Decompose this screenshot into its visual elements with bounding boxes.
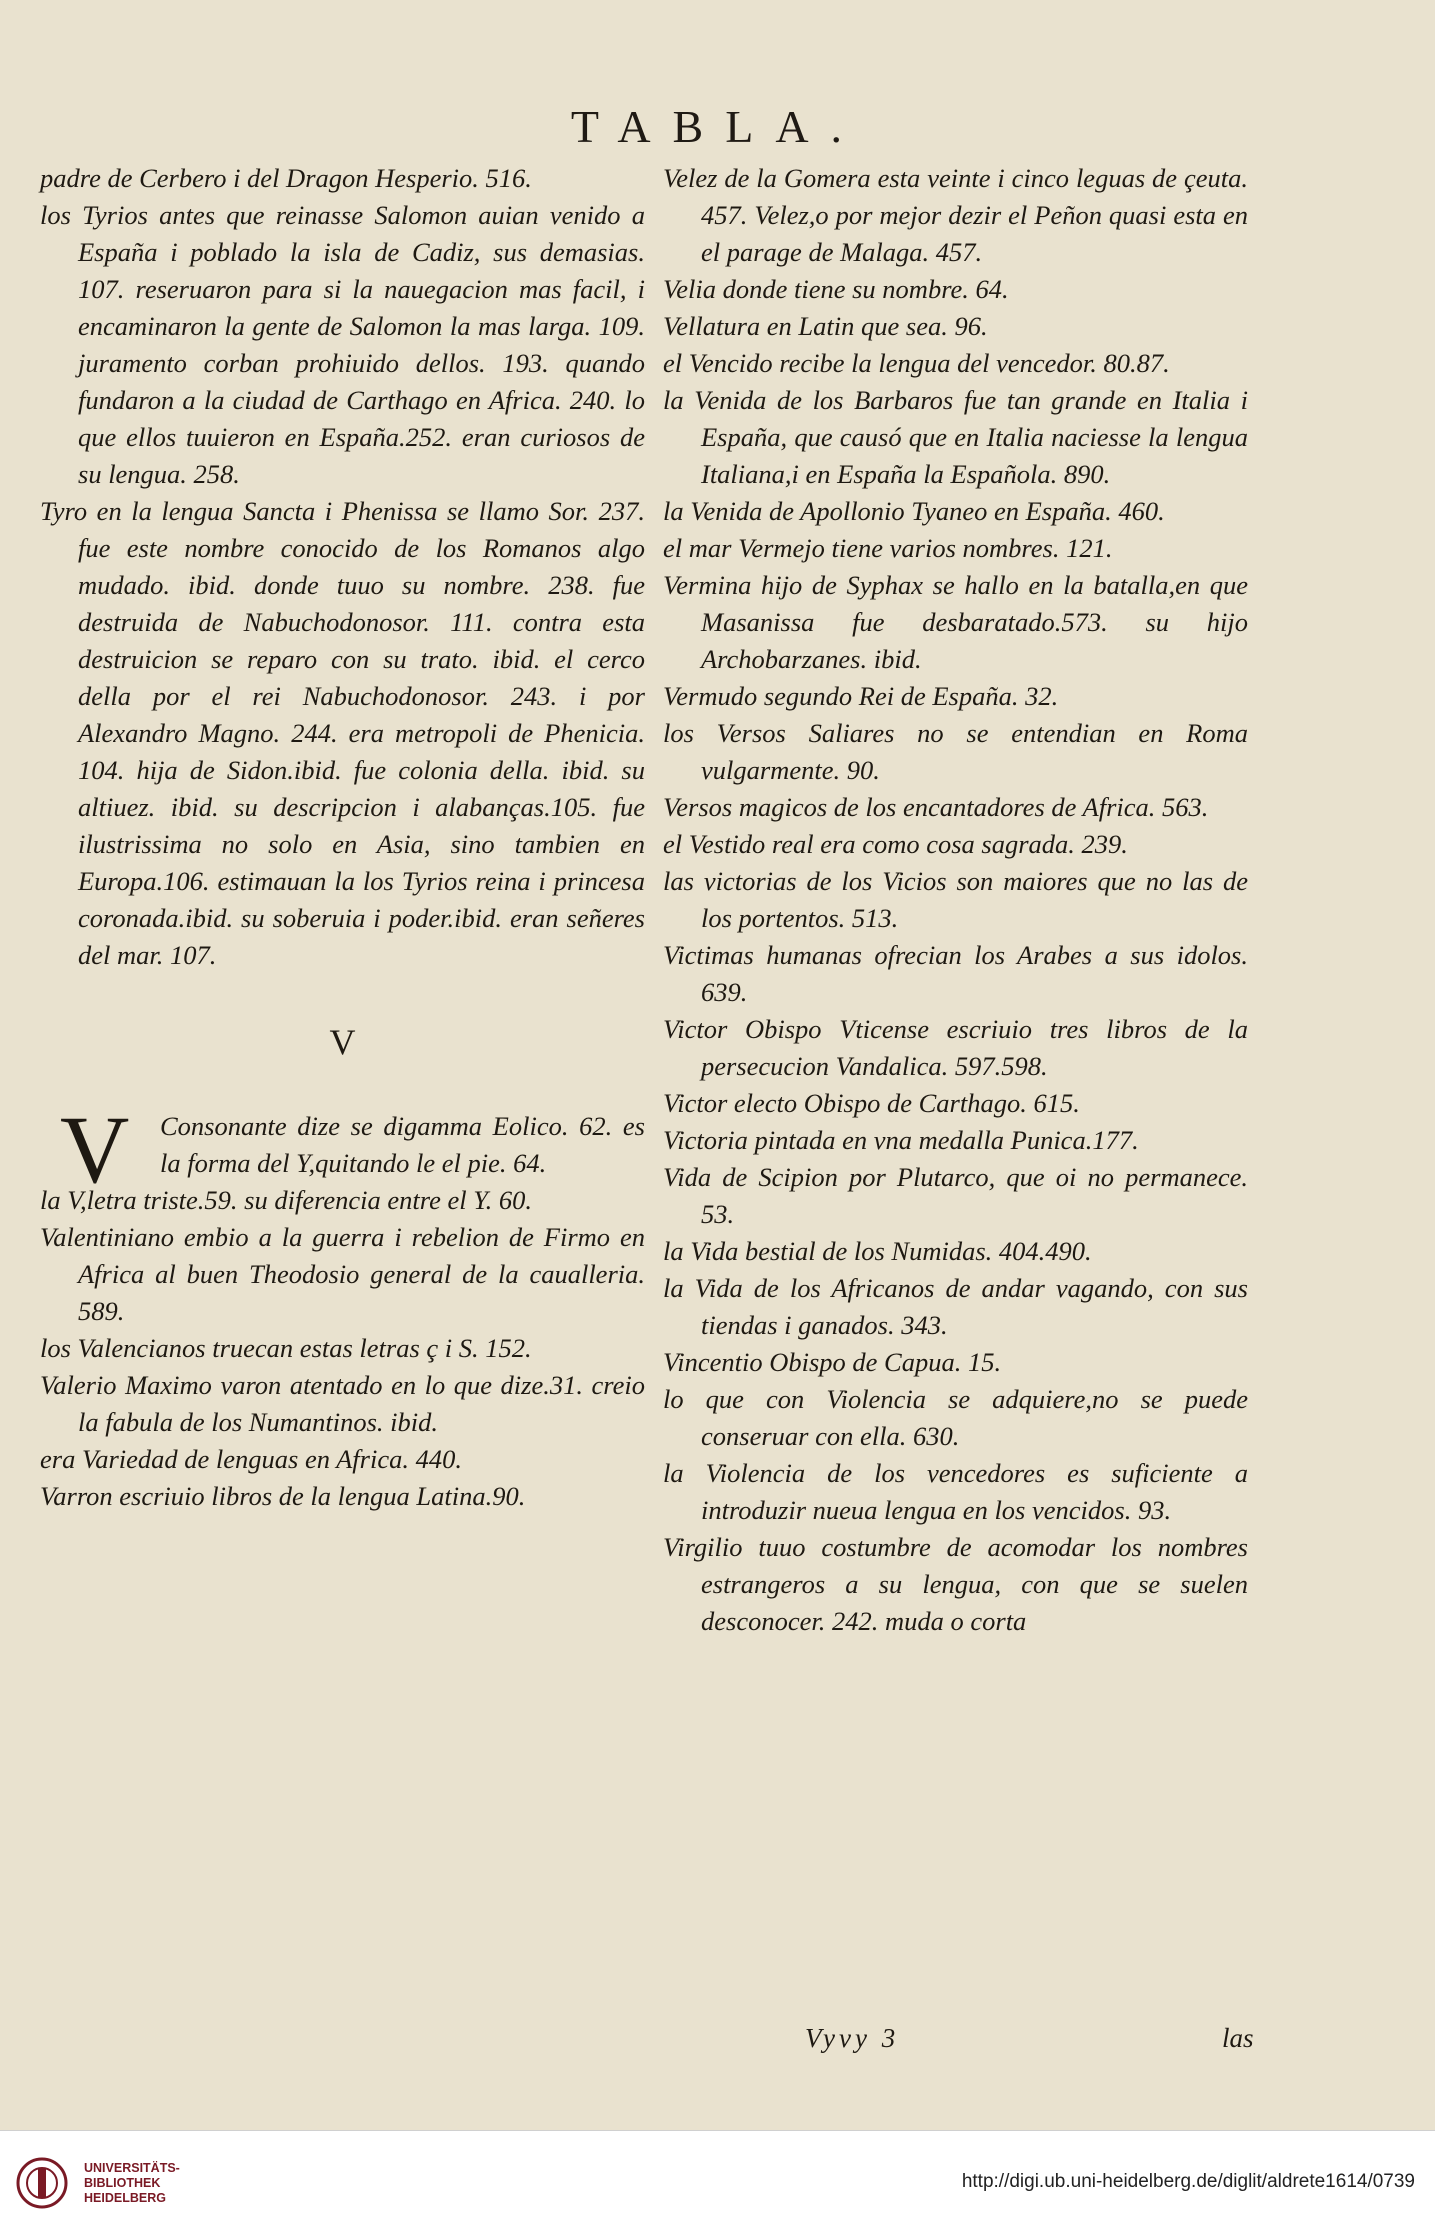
library-name-line: UNIVERSITÄTS- xyxy=(84,2161,180,2175)
index-entry: Versos magicos de los encantadores de Africa. 563. xyxy=(663,792,1209,822)
index-entry: los Tyrios antes que reinasse Salomon auian venido a España i poblado la isla de Cadiz, sus demasias. 107. reseruaron para si la nauegacion mas facil, i encaminaron la gente de Salomon la mas larga. 109. juramento corban prohiuido dellos. 193. quando fundaron a la ciudad de Carthago en Africa. 240. lo que ellos tuuieron en España.252. eran curiosos de su lengua. 258. xyxy=(40,200,645,489)
right-column xyxy=(663,160,1248,1640)
index-entry: la Venida de Apollonio Tyaneo en España. 460. xyxy=(663,496,1165,526)
index-entry: Victoria pintada en vna medalla Punica.177. xyxy=(663,1125,1139,1155)
library-name-line: BIBLIOTHEK xyxy=(84,2176,161,2190)
index-entry: Tyro en la lengua Sancta i Phenissa se llamo Sor. 237. fue este nombre conocido de los Romanos algo mudado. ibid. donde tuuo su nombre. 238. fue destruida de Nabuchodonosor. 111. contra esta destruicion se reparo con su trato. ibid. el cerco della por el rei Nabuchodonosor. 243. i por Alexandro Magno. 244. era metropoli de Phenicia. 104. hija de Sidon.ibid. fue colonia della. ibid. su altiuez. ibid. su descripcion i alabanças.105. fue ilustrissima no solo en Asia, sino tambien en Europa.106. estimauan la los Tyrios reina i princesa coronada.ibid. su soberuia i poder.ibid. eran señeres del mar. 107. xyxy=(40,496,645,970)
index-entry: las victorias de los Vicios son maiores que no las de los portentos. 513. xyxy=(663,866,1248,933)
index-entry: el Vestido real era como cosa sagrada. 239. xyxy=(663,829,1128,859)
index-entry: los Valencianos truecan estas letras ç i S. 152. xyxy=(40,1333,532,1363)
dropcap-entry-text: Consonante dize se digamma Eolico. 62. es la forma del Y,quitando le el pie. 64. xyxy=(160,1111,645,1178)
catchword: las xyxy=(1222,2023,1254,2053)
index-entry: el mar Vermejo tiene varios nombres. 121. xyxy=(663,533,1113,563)
index-entry: la Violencia de los vencedores es suficiente a introduzir nueua lengua en los vencidos. 93. xyxy=(663,1458,1248,1525)
index-entry: Victimas humanas ofrecian los Arabes a sus idolos. 639. xyxy=(663,940,1248,1007)
university-library-logo-icon xyxy=(16,2157,68,2209)
index-entry: Vermudo segundo Rei de España. 32. xyxy=(663,681,1059,711)
signature-mark: Vyvy 3 xyxy=(805,2023,900,2053)
index-entry: el Vencido recibe la lengua del vencedor. 80.87. xyxy=(663,348,1170,378)
index-entry: Vellatura en Latin que sea. 96. xyxy=(663,311,988,341)
index-entry: la Venida de los Barbaros fue tan grande en Italia i España, que causó que en Italia naciesse la lengua Italiana,i en España la Española. 890. xyxy=(663,385,1248,489)
index-entry: padre de Cerbero i del Dragon Hesperio. 516. xyxy=(40,163,532,193)
page-title: TABLA. xyxy=(570,101,865,152)
index-entry: Victor Obispo Vticense escriuio tres libros de la persecucion Vandalica. 597.598. xyxy=(663,1014,1248,1081)
index-entry: Velez de la Gomera esta veinte i cinco leguas de çeuta. 457. Velez,o por mejor dezir el Peñon quasi esta en el parage de Malaga. 457. xyxy=(663,163,1248,267)
index-entry: Virgilio tuuo costumbre de acomodar los nombres estrangeros a su lengua, con que se suelen desconocer. 242. muda o corta xyxy=(663,1532,1248,1636)
permalink-url[interactable]: http://digi.ub.uni-heidelberg.de/diglit/aldrete1614/0739 xyxy=(961,2171,1415,2192)
index-entry: los Versos Saliares no se entendian en Roma vulgarmente. 90. xyxy=(663,718,1248,785)
index-entry: la Vida de los Africanos de andar vagando, con sus tiendas i ganados. 343. xyxy=(663,1273,1248,1340)
index-entry: era Variedad de lenguas en Africa. 440. xyxy=(40,1444,462,1474)
index-entry: la Vida bestial de los Numidas. 404.490. xyxy=(663,1236,1092,1266)
left-column xyxy=(40,160,645,1515)
index-entry: la V,letra triste.59. su diferencia entre el Y. 60. xyxy=(40,1185,532,1215)
index-entry: Vida de Scipion por Plutarco, que oi no permanece. 53. xyxy=(663,1162,1248,1229)
index-entry: Velia donde tiene su nombre. 64. xyxy=(663,274,1009,304)
index-entry: Vermina hijo de Syphax se hallo en la batalla,en que Masanissa fue desbaratado.573. su hijo Archobarzanes. ibid. xyxy=(663,570,1248,674)
index-entry: Valerio Maximo varon atentado en lo que dize.31. creio la fabula de los Numantinos. ibid. xyxy=(40,1370,645,1437)
index-entry: Vincentio Obispo de Capua. 15. xyxy=(663,1347,1002,1377)
drop-cap-letter: V xyxy=(60,1096,130,1203)
library-name xyxy=(84,2161,180,2206)
index-entry: Varron escriuio libros de la lengua Latina.90. xyxy=(40,1481,526,1511)
index-entry: lo que con Violencia se adquiere,no se puede conseruar con ella. 630. xyxy=(663,1384,1248,1451)
index-entry: Valentiniano embio a la guerra i rebelion de Firmo en Africa al buen Theodosio general de la caualleria. 589. xyxy=(40,1222,645,1326)
viewer-footer xyxy=(0,2130,1435,2236)
library-name-line: HEIDELBERG xyxy=(84,2191,166,2205)
index-entry: Victor electo Obispo de Carthago. 615. xyxy=(663,1088,1080,1118)
section-heading-v: V xyxy=(329,1022,356,1062)
